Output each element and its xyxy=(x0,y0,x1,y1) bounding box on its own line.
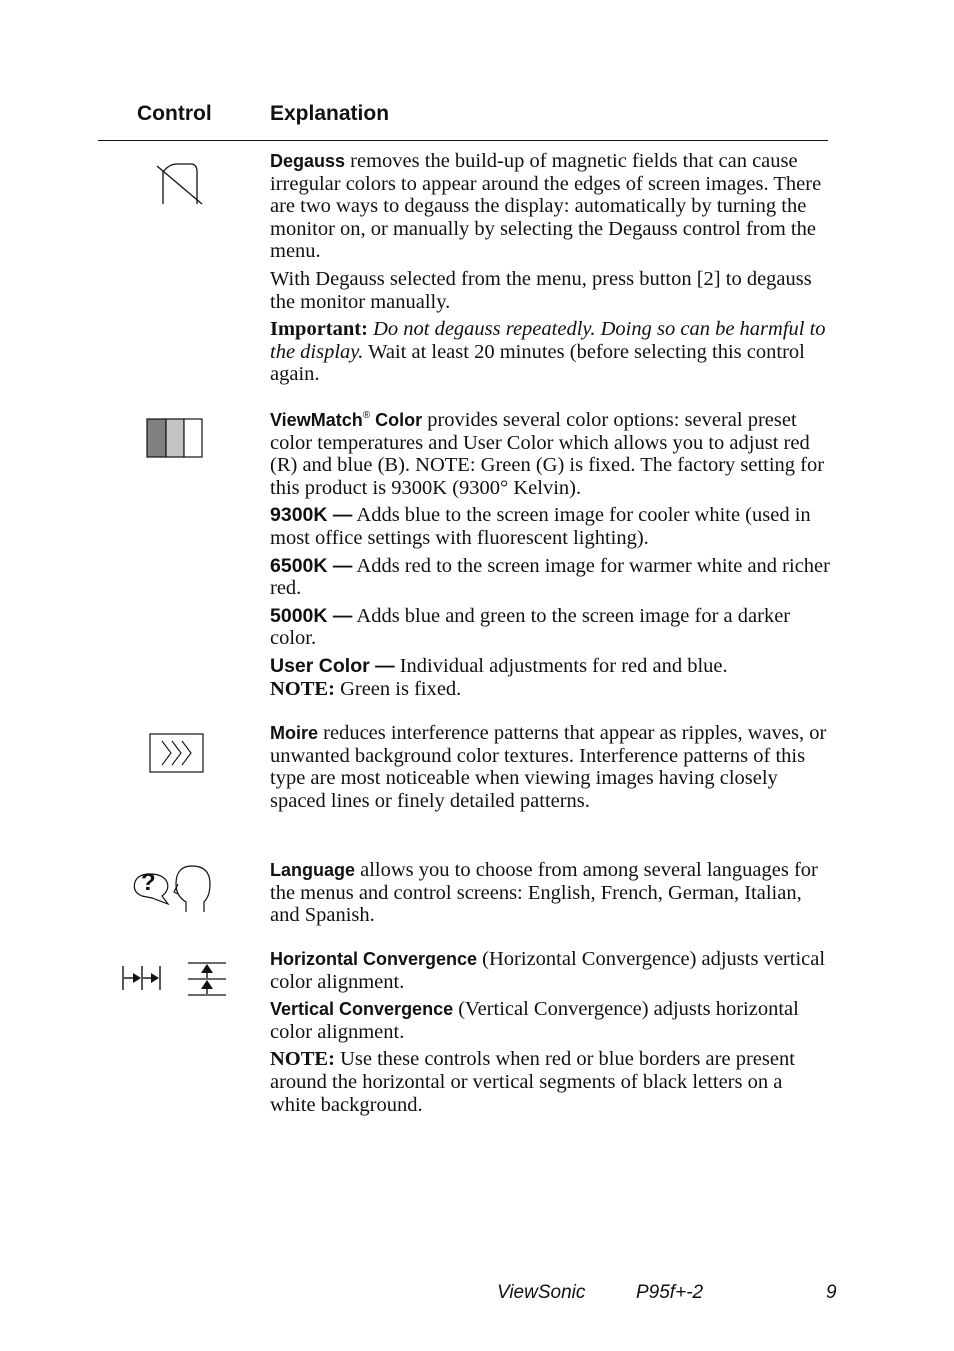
horizontal-convergence-icon xyxy=(120,962,166,994)
language-icon xyxy=(130,862,216,916)
v-convergence-title: Vertical Convergence xyxy=(270,999,454,1020)
viewmatch-title-a: ViewMatch xyxy=(270,410,363,430)
question-mark-glyph: ? xyxy=(141,869,156,896)
viewmatch-title-b: Color xyxy=(370,410,423,430)
user-color-label: User Color — xyxy=(270,654,395,677)
language-desc: allows you to choose from among several languages for the menus and control screens: English, French, German, Italian, and Spanish. xyxy=(270,859,818,927)
k9300-text: Adds blue to the screen image for cooler white (used in most office settings with fluorescent lighting). xyxy=(270,504,811,549)
h-convergence-desc: (Horizontal Convergence) adjusts vertical color alignment. xyxy=(270,948,826,993)
viewmatch-desc: provides several color options: several preset color temperatures and User Color which allows you to adjust red (R) and blue (B). NOTE: Green (G) is fixed. The factory setting for this product is 9300K (9300° Kelvin). xyxy=(270,409,825,499)
user-color-text: Individual adjustments for red and blue. xyxy=(394,654,728,677)
k5000-text: Adds blue and green to the screen image for a darker color. xyxy=(270,604,791,650)
degauss-manual: With Degauss selected from the menu, press button [2] to degauss the monitor manually. xyxy=(270,267,812,313)
degauss-section xyxy=(270,150,830,391)
k5000-label: 5000K — xyxy=(270,604,353,627)
green-note-text: Green is fixed. xyxy=(334,677,462,700)
degauss-icon xyxy=(155,160,205,208)
degauss-important-rest: Wait at least 20 minutes (before selecting this control again. xyxy=(270,340,805,386)
color-bars-icon xyxy=(146,418,204,460)
footer-model: P95f+-2 xyxy=(636,1282,704,1303)
degauss-title: Degauss xyxy=(270,151,346,171)
language-section xyxy=(270,859,830,932)
convergence-section xyxy=(270,948,830,1121)
k6500-label: 6500K — xyxy=(270,554,353,577)
degauss-desc: removes the build-up of magnetic fields that can cause irregular colors to appear around the edges of screen images. There are two ways to degauss the display: automatically by turning the monitor on, or manually by selecting the Degauss control from the menu. xyxy=(270,150,822,263)
viewmatch-section xyxy=(270,409,830,705)
moire-icon xyxy=(149,733,205,775)
green-note-label: NOTE: xyxy=(270,677,335,700)
moire-desc: reduces interference patterns that appear as ripples, waves, or unwanted background color textures. Interference patterns of this type are most noticeable when viewing images having closely spaced lines or finely detailed patterns. xyxy=(270,722,827,812)
moire-title: Moire xyxy=(270,723,319,743)
vertical-convergence-icon xyxy=(186,960,228,998)
k6500-text: Adds red to the screen image for warmer white and richer red. xyxy=(270,554,830,600)
degauss-important-label: Important: xyxy=(270,318,368,341)
h-convergence-title: Horizontal Convergence xyxy=(270,949,478,969)
convergence-note-label: NOTE: xyxy=(270,1048,335,1071)
language-title: Language xyxy=(270,860,356,880)
k9300-label: 9300K — xyxy=(270,504,353,527)
v-convergence-desc: (Vertical Convergence) adjusts horizontal color alignment. xyxy=(270,998,799,1043)
degauss-important-warning: Do not degauss repeatedly. Doing so can be harmful to the display. xyxy=(270,318,826,363)
moire-section xyxy=(270,722,830,817)
registered-mark: ® xyxy=(362,410,371,422)
page-number: 9 xyxy=(826,1282,837,1303)
convergence-note-text: Use these controls when red or blue borders are present around the horizontal or vertical segments of black letters on a white background. xyxy=(270,1048,795,1116)
header-divider xyxy=(98,140,828,141)
column-header-control: Control xyxy=(137,102,212,125)
footer-brand: ViewSonic xyxy=(497,1282,586,1303)
column-header-explanation: Explanation xyxy=(270,102,390,125)
